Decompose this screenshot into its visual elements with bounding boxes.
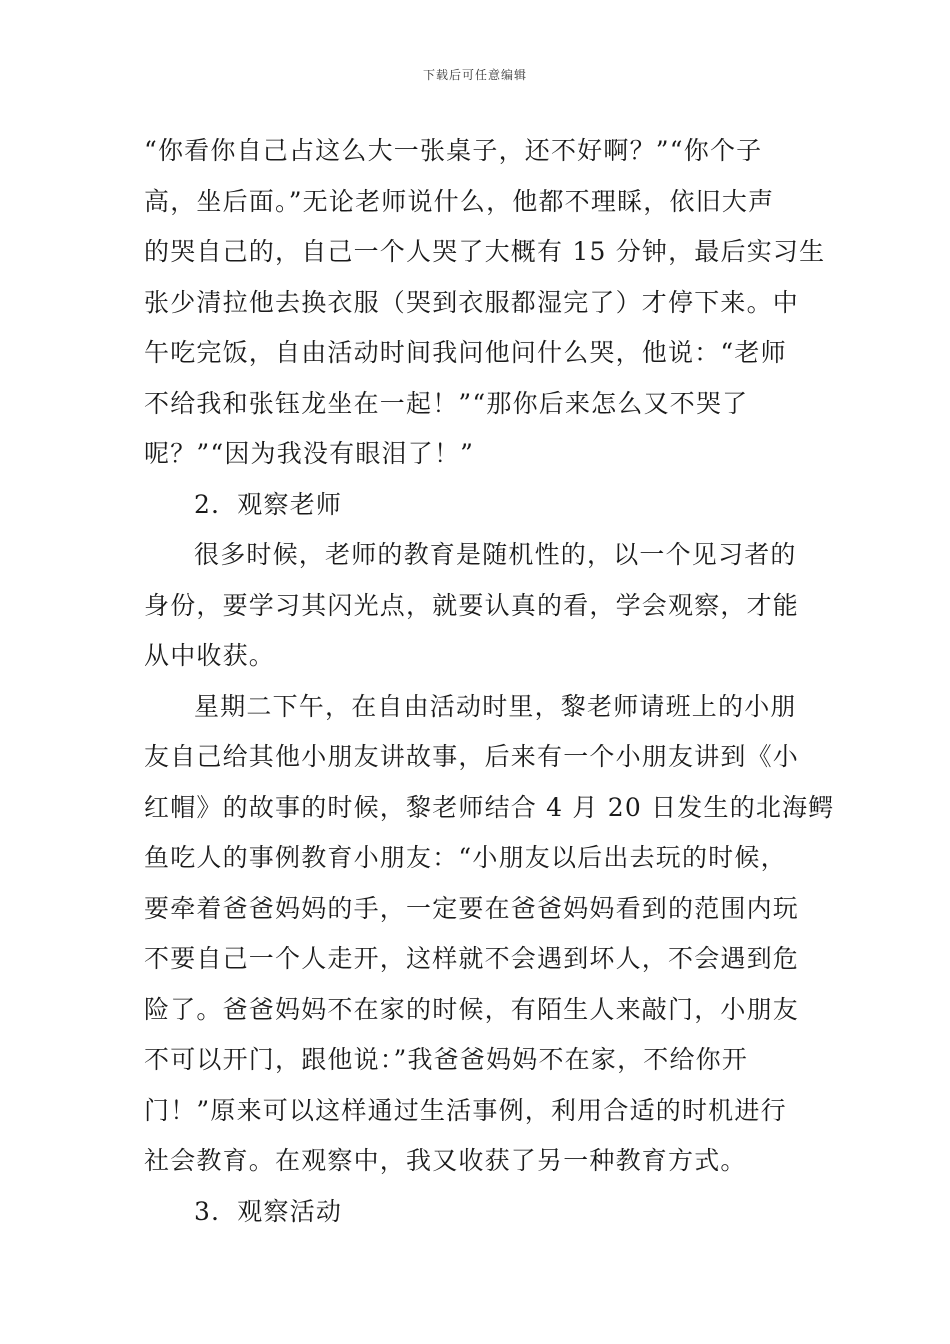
text-line: 社会教育。在观察中，我又收获了另一种教育方式。 — [144, 1146, 747, 1175]
text-line: “你看你自己占这么大一张桌子，还不好啊？”“你个子 — [144, 136, 763, 165]
section-heading-observe-teacher: 2．观察老师 — [194, 489, 343, 519]
document-body — [144, 126, 835, 1237]
text-line: 鱼吃人的事例教育小朋友：“小朋友以后出去玩的时候， — [144, 843, 787, 872]
text-line: 不可以开门，跟他说：”我爸爸妈妈不在家，不给你开 — [144, 1045, 749, 1074]
text-line: 不给我和张钰龙坐在一起！”“那你后来怎么又不哭了 — [144, 388, 749, 418]
text-line: 午吃完饭，自由活动时间我问他问什么哭，他说：“老师 — [144, 338, 787, 367]
text-line: 身份，要学习其闪光点，就要认真的看，学会观察，才能 — [144, 590, 800, 620]
page-header-note: 下载后可任意编辑 — [422, 68, 527, 82]
text-line: 红帽》的故事的时候，黎老师结合 4 月 20 日发生的北海鳄 — [144, 792, 835, 822]
text-line: 的哭自己的，自己一个人哭了大概有 15 分钟，最后实习生 — [144, 237, 826, 266]
text-line: 险了。爸爸妈妈不在家的时候，有陌生人来敲门，小朋友 — [144, 994, 800, 1024]
text-line: 很多时候，老师的教育是随机性的，以一个见习者的 — [194, 540, 797, 569]
text-line: 不要自己一个人走开，这样就不会遇到坏人，不会遇到危 — [144, 944, 800, 973]
text-line: 要牵着爸爸妈妈的手，一定要在爸爸妈妈看到的范围内玩 — [144, 893, 800, 923]
text-line: 张少清拉他去换衣服（哭到衣服都湿完了）才停下来。中 — [144, 287, 800, 317]
text-line: 友自己给其他小朋友讲故事，后来有一个小朋友讲到《小 — [144, 742, 800, 771]
text-line: 门！”原来可以这样通过生活事例，利用合适的时机进行 — [144, 1095, 787, 1125]
text-line: 呢？”“因为我没有眼泪了！” — [144, 439, 475, 468]
section-heading-observe-activities: 3．观察活动 — [194, 1196, 343, 1226]
text-line: 星期二下午，在自由活动时里，黎老师请班上的小朋 — [194, 691, 797, 721]
text-line: 高，坐后面。”无论老师说什么，他都不理睬，依旧大声 — [144, 186, 775, 216]
text-line: 从中收获。 — [144, 641, 276, 670]
